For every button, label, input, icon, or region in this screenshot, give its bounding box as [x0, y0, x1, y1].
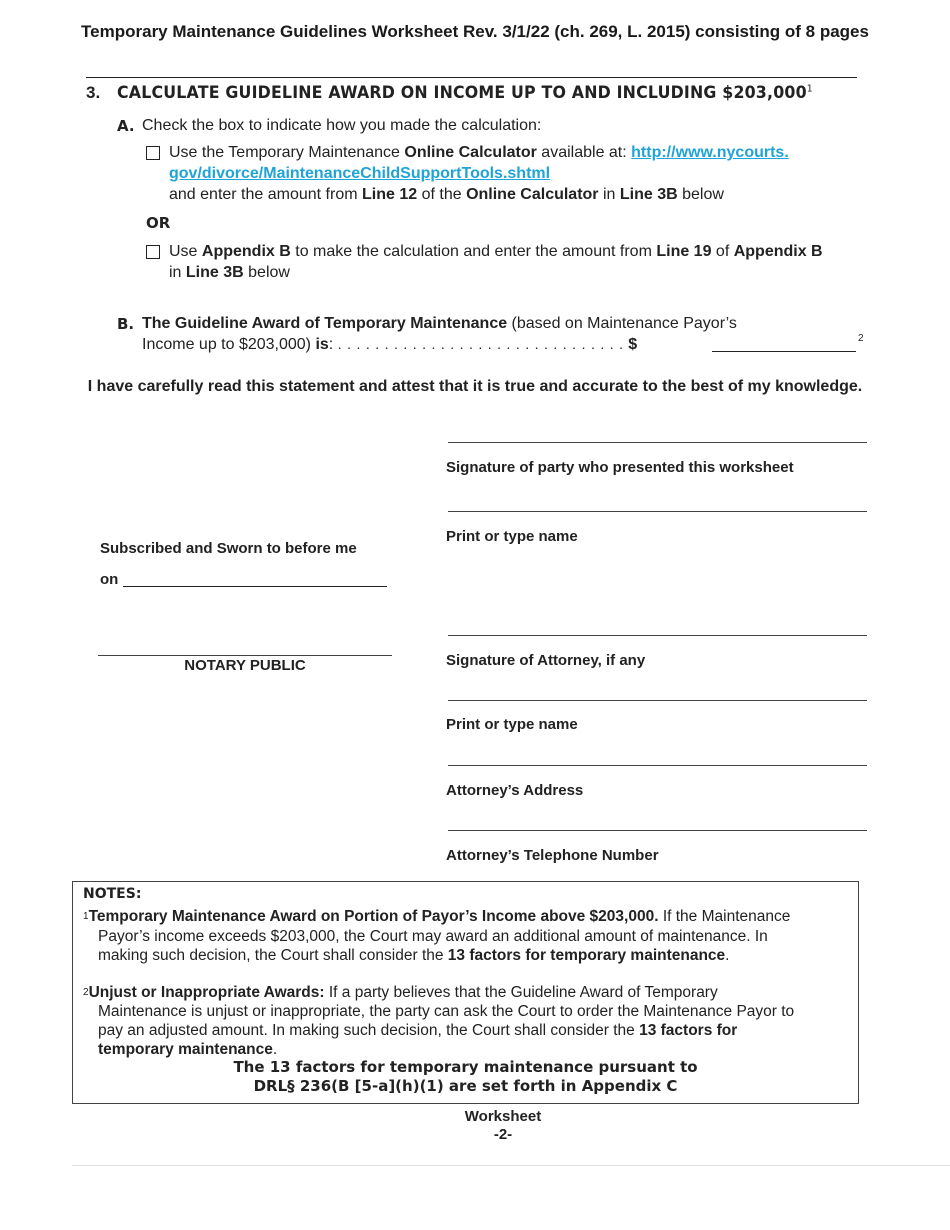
part-b-letter: B. — [117, 315, 135, 333]
guideline-award-amount-field[interactable] — [712, 351, 856, 352]
option1-line1 — [169, 142, 859, 163]
notes-closing-line1: The 13 factors for temporary maintenance pursuant to — [233, 1058, 698, 1076]
part-b-text — [142, 313, 782, 355]
option2-text-calc: to make the calculation and enter the amount from — [290, 243, 657, 260]
part-b-text-based: (based on Maintenance Payor’s — [507, 315, 737, 332]
note2-heading: Unjust or Inappropriate Awards: — [88, 984, 325, 1001]
note-1 — [83, 907, 853, 966]
note2-line2: Maintenance is unjust or inappropriate, the party can ask the Court to order the Maintenance Payor to — [98, 1003, 795, 1020]
document-header: Temporary Maintenance Guidelines Worksheet Rev. 3/1/22 (ch. 269, L. 2015) consisting of 8 pages — [81, 22, 869, 41]
option1-bold-online-calculator-2: Online Calculator — [466, 186, 599, 203]
option1-text-of: of the — [417, 186, 467, 203]
attorney-phone-label: Attorney’s Telephone Number — [446, 847, 659, 864]
part-a-letter: A. — [117, 117, 135, 135]
section-title-footnote: 1 — [806, 83, 813, 95]
attorney-address-line[interactable] — [448, 765, 867, 766]
option2-line1 — [169, 241, 859, 262]
attestation-statement: I have carefully read this statement and attest that it is true and accurate to the best of my knowledge. — [87, 378, 863, 395]
note1-period: . — [725, 947, 730, 964]
option1-bold-line3b: Line 3B — [619, 186, 678, 203]
note1-text-1: If the Maintenance — [658, 908, 791, 925]
note1-number: 1 — [83, 911, 89, 922]
option2-text-use: Use — [169, 243, 202, 260]
dollar-sign: $ — [628, 336, 638, 353]
note2-number: 2 — [83, 987, 89, 998]
option2-bold-line19: Line 19 — [656, 243, 712, 260]
option1-text-available: available at: — [536, 144, 632, 161]
online-calculator-checkbox[interactable] — [146, 146, 160, 160]
option2-line2 — [169, 262, 859, 283]
part-b-line2 — [142, 334, 782, 355]
option1-bold-line12: Line 12 — [362, 186, 418, 203]
sworn-label: Subscribed and Sworn to before me — [100, 540, 357, 557]
or-separator: OR — [146, 214, 171, 232]
part-b-leader-dots: . . . . . . . . . . . . . . . . . . . . . . . . . . . . . . . — [337, 336, 624, 352]
note1-bold-factors: 13 factors for temporary maintenance — [447, 947, 726, 964]
option2-bold-appendix-b-2: Appendix B — [733, 243, 823, 260]
note-2 — [83, 983, 853, 1059]
part-b-colon: : — [328, 336, 334, 353]
note2-text-1: If a party believes that the Guideline Award of Temporary — [324, 984, 718, 1001]
party-print-name-label: Print or type name — [446, 528, 578, 545]
note2-text-3: pay an adjusted amount. In making such decision, the Court shall consider the — [98, 1022, 640, 1039]
section-title-text: CALCULATE GUIDELINE AWARD ON INCOME UP TO AND INCLUDING $203,000 — [117, 83, 807, 103]
calculator-link-part2[interactable]: gov/divorce/MaintenanceChildSupportTools.shtml — [169, 165, 551, 182]
note2-line3 — [83, 1021, 853, 1040]
note1-heading: Temporary Maintenance Award on Portion of Payor’s Income above $203,000. — [88, 908, 659, 925]
option2-text-below: below — [243, 264, 290, 281]
attorney-address-label: Attorney’s Address — [446, 782, 584, 799]
note1-line2: Payor’s income exceeds $203,000, the Court may award an additional amount of maintenance. In — [98, 927, 768, 945]
page-number: -2- — [493, 1126, 513, 1143]
option1-text: Use the Temporary Maintenance — [169, 144, 405, 161]
note2-bold-temporary: temporary maintenance — [98, 1041, 273, 1058]
part-b-line1 — [142, 313, 782, 334]
option1-line2 — [169, 163, 859, 184]
option2-bold-line3b: Line 3B — [185, 264, 244, 281]
note2-period: . — [272, 1041, 278, 1058]
appendix-b-checkbox[interactable] — [146, 245, 160, 259]
option2-text-of: of — [711, 243, 734, 260]
part-b-bold-is: is — [315, 336, 329, 353]
attorney-signature-line[interactable] — [448, 635, 867, 636]
part-b-footnote: 2 — [858, 333, 864, 344]
notes-title: NOTES: — [83, 886, 142, 902]
party-signature-label: Signature of party who presented this worksheet — [446, 459, 794, 476]
option-online-calculator — [169, 142, 859, 205]
notes-closing — [72, 1058, 859, 1096]
part-b-bold-title: The Guideline Award of Temporary Maintenance — [142, 315, 508, 332]
attorney-phone-line[interactable] — [448, 830, 867, 831]
section-title — [117, 83, 813, 103]
note2-bold-factors: 13 factors for — [639, 1022, 738, 1039]
option1-text-below: below — [677, 186, 724, 203]
option1-text-enter: and enter the amount from — [169, 186, 362, 203]
note1-text-3: making such decision, the Court shall consider the — [98, 947, 448, 964]
party-signature-line[interactable] — [448, 442, 867, 443]
calculator-link-part1[interactable]: http://www.nycourts. — [631, 144, 789, 161]
notary-public-label: NOTARY PUBLIC — [184, 657, 306, 674]
section-divider — [86, 77, 857, 78]
attorney-print-name-label: Print or type name — [446, 716, 578, 733]
attorney-signature-label: Signature of Attorney, if any — [446, 652, 646, 669]
option1-bold-online-calculator: Online Calculator — [404, 144, 537, 161]
notary-signature-line[interactable] — [98, 655, 392, 656]
option-appendix-b — [169, 241, 859, 283]
option1-line3 — [169, 184, 859, 205]
part-b-text-income: Income up to $203,000) — [142, 336, 316, 353]
sworn-date-line[interactable] — [123, 586, 387, 587]
attorney-print-name-line[interactable] — [448, 700, 867, 701]
option1-text-in: in — [598, 186, 620, 203]
notes-closing-line2: DRL§ 236(B [5-a](h)(1) are set forth in Appendix C — [253, 1077, 678, 1095]
sworn-on-label: on — [100, 571, 119, 588]
part-a-instruction: Check the box to indicate how you made the calculation: — [142, 117, 542, 134]
section-number: 3. — [86, 83, 101, 102]
party-print-name-line[interactable] — [448, 511, 867, 512]
option2-text-in: in — [169, 264, 186, 281]
footer-label: Worksheet — [464, 1108, 542, 1125]
note2-line1 — [83, 983, 853, 1002]
note1-line1 — [83, 907, 853, 927]
note2-line4 — [83, 1040, 853, 1059]
bottom-divider — [72, 1165, 950, 1166]
option2-bold-appendix-b: Appendix B — [201, 243, 291, 260]
note1-line3 — [83, 946, 853, 966]
